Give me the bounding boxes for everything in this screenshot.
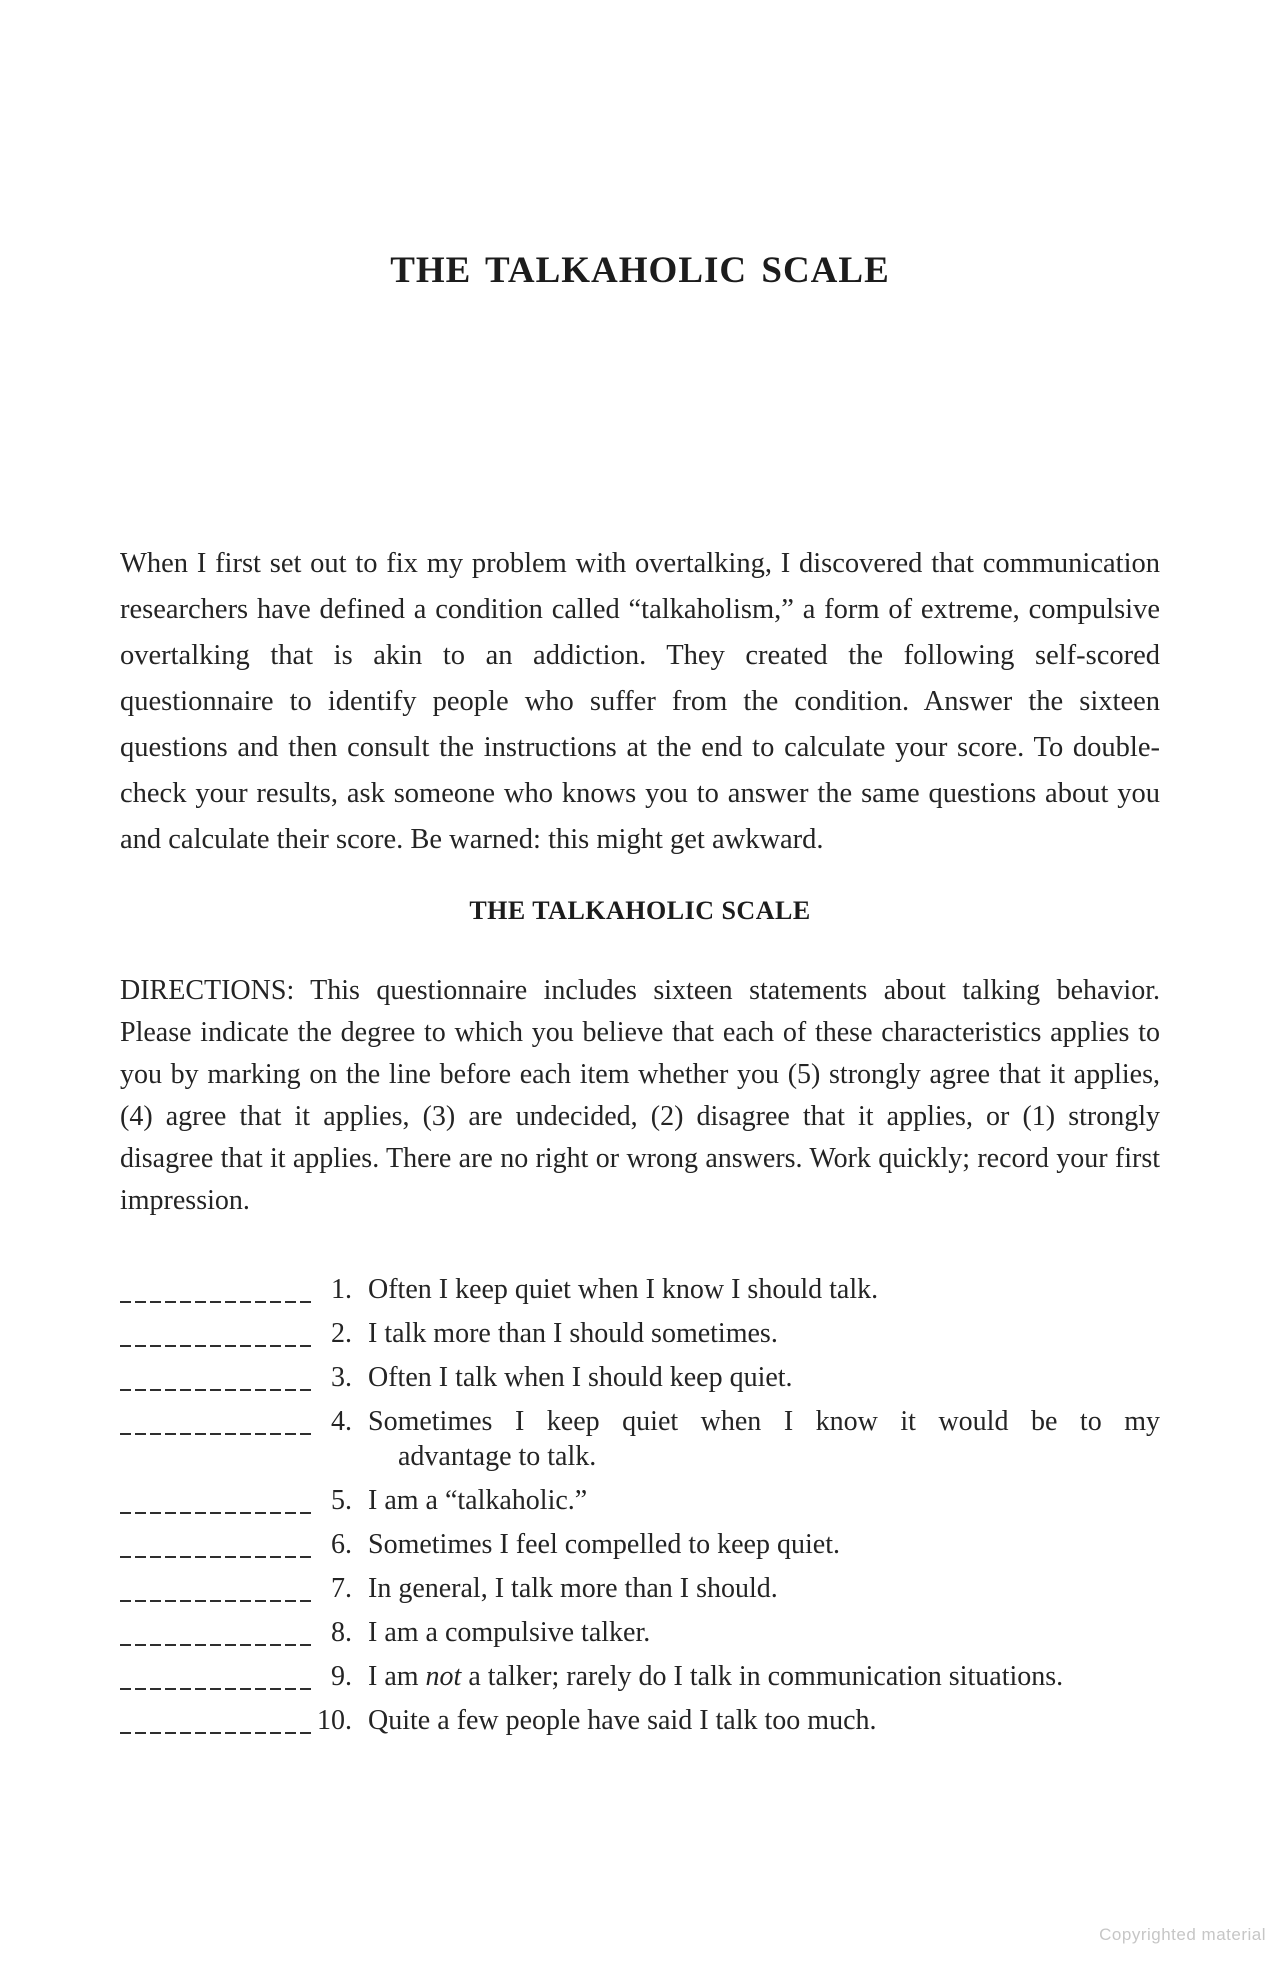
answer-blank-line — [120, 1301, 312, 1303]
answer-blank-line — [120, 1600, 312, 1602]
item-number: 4. — [331, 1405, 352, 1437]
answer-blank-line — [120, 1556, 312, 1558]
item-text-pre: I am — [368, 1660, 426, 1692]
item-text — [368, 1483, 1160, 1518]
answer-blank-line — [120, 1433, 312, 1435]
copyright-watermark: Copyrighted material — [1099, 1925, 1266, 1944]
item-text — [368, 1316, 1160, 1351]
item-text-italic: not — [425, 1660, 462, 1692]
scale-heading: THE TALKAHOLIC SCALE — [469, 896, 811, 925]
item-text-span: Quite a few people have said I talk too much. — [368, 1704, 877, 1736]
item-text-post: a talker; rarely do I talk in communication situations. — [461, 1660, 1064, 1692]
item-text — [368, 1571, 1160, 1606]
item-text-span: In general, I talk more than I should. — [368, 1572, 778, 1604]
item-number: 2. — [331, 1317, 352, 1349]
answer-blank-line — [120, 1389, 312, 1391]
questionnaire-item-2 — [120, 1316, 1160, 1351]
questionnaire-item-1 — [120, 1272, 1160, 1307]
item-number: 3. — [331, 1361, 352, 1393]
item-text-span: Often I keep quiet when I know I should talk. — [368, 1273, 879, 1305]
item-text — [368, 1615, 1160, 1650]
answer-blank-line — [120, 1688, 312, 1690]
item-text-line-1: Sometimes I keep quiet when I know it would be to my — [368, 1405, 1160, 1437]
questionnaire-list — [120, 1272, 1160, 1738]
item-text — [368, 1703, 1160, 1738]
item-number: 8. — [331, 1616, 352, 1648]
answer-blank-line — [120, 1732, 312, 1734]
answer-blank-line — [120, 1644, 312, 1646]
item-number: 7. — [331, 1572, 352, 1604]
item-number: 10. — [317, 1704, 352, 1736]
item-number: 6. — [331, 1528, 352, 1560]
questionnaire-item-7 — [120, 1571, 1160, 1606]
answer-blank-line — [120, 1345, 312, 1347]
intro-paragraph: When I first set out to fix my problem with overtalking, I discovered that communication researchers have defined a condition called “talkaholism,” a form of extreme, compulsive overtalking that is akin to an addiction. They created the following self-scored questionnaire to identify people who suffer from the condition. Answer the sixteen questions and then consult the instructions at the end to calculate your score. To double-check your results, ask someone who knows you to answer the same questions about you and calculate their score. Be warned: this might get awkward. — [120, 548, 1160, 855]
questionnaire-item-8 — [120, 1615, 1160, 1650]
questionnaire-item-4 — [120, 1404, 1160, 1474]
questionnaire-item-10 — [120, 1703, 1160, 1738]
item-number: 5. — [331, 1484, 352, 1516]
item-text — [368, 1360, 1160, 1395]
questionnaire-item-5 — [120, 1483, 1160, 1518]
item-text-span: I am a compulsive talker. — [368, 1616, 651, 1648]
directions-paragraph: DIRECTIONS: This questionnaire includes sixteen statements about talking behavior. Please indicate the degree to which you believe that each of these characteristics applies to you by marking on the line before each item whether you (5) strongly agree that it applies, (4) agree that it applies, (3) are undecided, (2) disagree that it applies, or (1) strongly disagree that it applies. There are no right or wrong answers. Work quickly; record your first impression. — [120, 974, 1160, 1216]
item-text-span: I am a “talkaholic.” — [368, 1484, 588, 1516]
item-text-line-2: advantage to talk. — [398, 1440, 597, 1472]
item-text-span: Sometimes I feel compelled to keep quiet. — [368, 1528, 840, 1560]
item-text — [368, 1527, 1160, 1562]
page-title: THE TALKAHOLIC SCALE — [390, 250, 890, 291]
item-number: 9. — [331, 1660, 352, 1692]
answer-blank-line — [120, 1512, 312, 1514]
item-text — [368, 1272, 1160, 1307]
item-number: 1. — [331, 1273, 352, 1305]
item-text-span: Often I talk when I should keep quiet. — [368, 1361, 793, 1393]
page-content — [120, 0, 1160, 1738]
item-text — [368, 1659, 1160, 1694]
questionnaire-item-3 — [120, 1360, 1160, 1395]
item-text — [368, 1404, 1160, 1474]
questionnaire-item-9 — [120, 1659, 1160, 1694]
item-text-span: I talk more than I should sometimes. — [368, 1317, 778, 1349]
questionnaire-item-6 — [120, 1527, 1160, 1562]
